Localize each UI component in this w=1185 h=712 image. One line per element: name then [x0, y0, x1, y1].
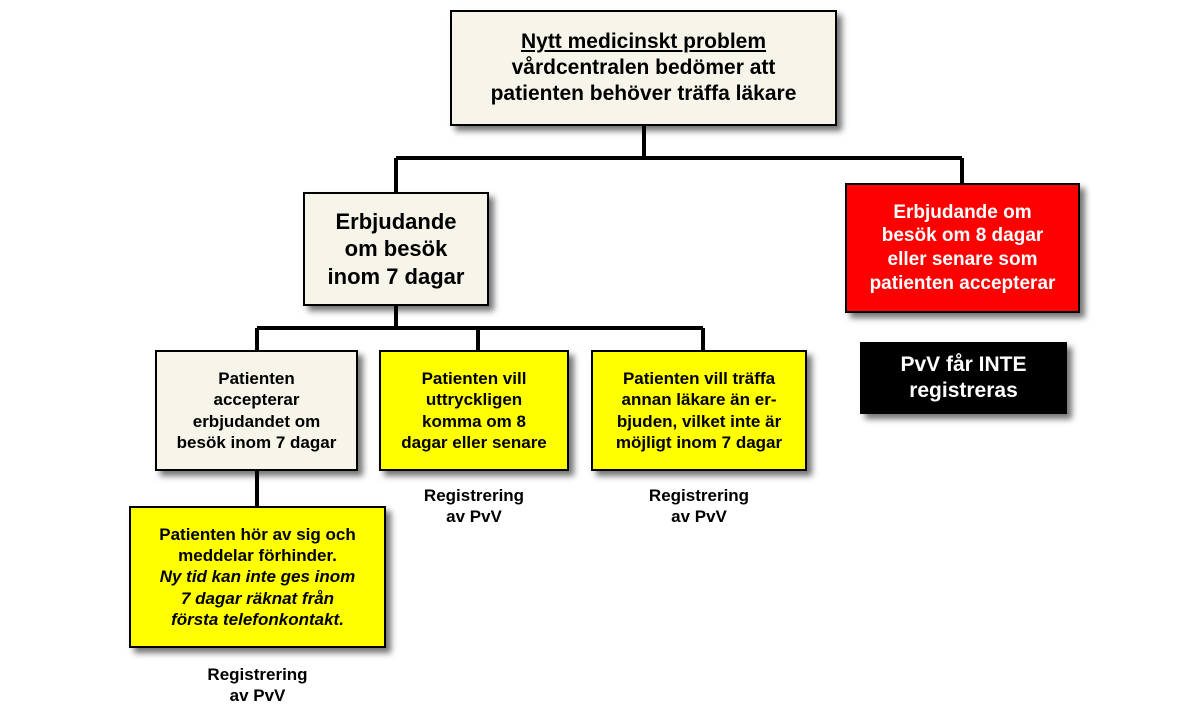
- no-registration-box: [860, 342, 1067, 414]
- offer-8-days-box: [845, 183, 1080, 313]
- other-doctor-box: [591, 350, 807, 471]
- wants-later-box: [379, 350, 569, 471]
- wants-later-line4: dagar eller senare: [401, 432, 547, 452]
- cancels-box: [129, 506, 386, 648]
- offer-8-line2: besök om 8 dagar: [881, 225, 1044, 247]
- other-doctor-line1: Patienten vill träffa: [622, 369, 776, 388]
- accepts-offer-box: [155, 350, 358, 471]
- offer-7-line3: inom 7 dagar: [327, 263, 465, 289]
- cancels-line3: Ny tid kan inte ges inom: [159, 567, 356, 587]
- accepts-line2: accepterar: [213, 390, 300, 410]
- registration-label-wants-later: Registrering av PvV: [423, 486, 525, 526]
- no-registration-line2: registreras: [909, 379, 1018, 402]
- new-problem-box: [450, 10, 837, 126]
- other-doctor-line3: bjuden, vilket inte är: [616, 411, 782, 431]
- registration-label-cancels: Registrering av PvV: [207, 665, 308, 705]
- new-problem-line3: patienten behöver träffa läkare: [490, 82, 797, 106]
- wants-later-line1: Patienten vill: [421, 369, 527, 388]
- wants-later-line3: komma om 8: [422, 411, 526, 431]
- accepts-line4: besök inom 7 dagar: [176, 432, 337, 452]
- registration-label-other-doctor: Registrering av PvV: [648, 486, 750, 526]
- cancels-line5: första telefonkontakt.: [171, 609, 344, 629]
- other-doctor-line4: möjligt inom 7 dagar: [615, 432, 783, 452]
- wants-later-line2: uttryckligen: [425, 390, 523, 410]
- new-problem-title: Nytt medicinskt problem: [520, 29, 767, 53]
- offer-8-line1: Erbjudande om: [893, 201, 1032, 223]
- offer-7-line1: Erbjudande: [335, 208, 457, 234]
- offer-7-days-box: [303, 192, 489, 306]
- offer-7-line2: om besök: [344, 236, 448, 262]
- new-problem-line2: vårdcentralen bedömer att: [511, 55, 776, 79]
- accepts-line3: erbjudandet om: [192, 411, 321, 431]
- accepts-line1: Patienten: [218, 369, 295, 388]
- cancels-line1: Patienten hör av sig och: [159, 524, 356, 544]
- offer-8-line3: eller senare som: [887, 249, 1038, 270]
- cancels-line4: 7 dagar räknat från: [180, 588, 335, 608]
- offer-8-line4: patienten accepterar: [869, 272, 1056, 294]
- other-doctor-line2: annan läkare än er-: [621, 390, 777, 410]
- cancels-line2: meddelar förhinder.: [178, 546, 337, 566]
- no-registration-line1: PvV får INTE: [900, 352, 1027, 376]
